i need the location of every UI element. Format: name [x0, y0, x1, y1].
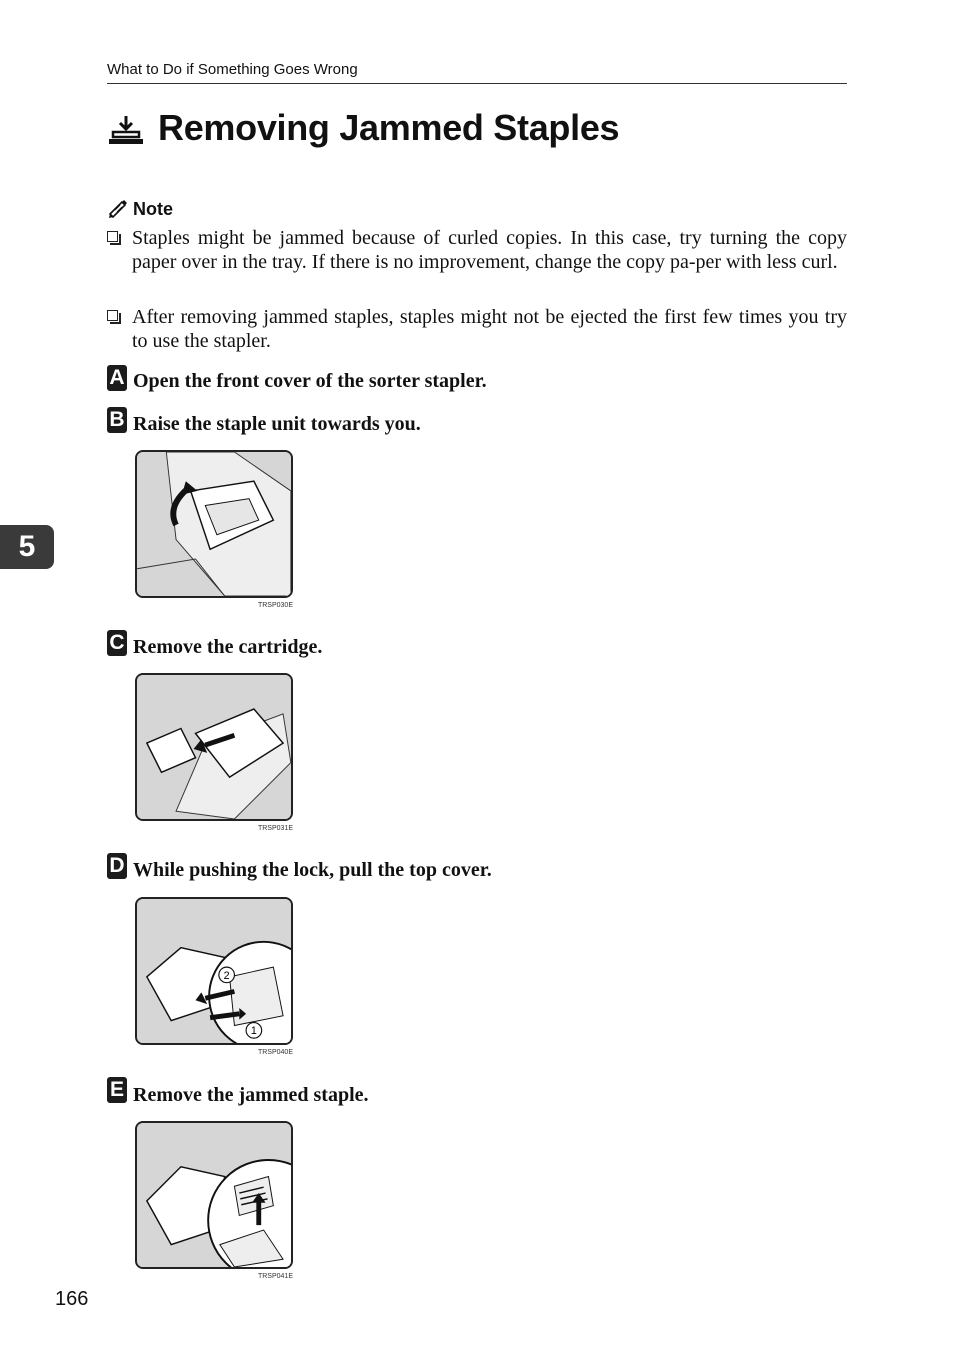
checkbox-bullet-icon: [107, 231, 118, 242]
figure-remove-cartridge: [135, 673, 293, 821]
figure-code: TRSP031E: [257, 825, 293, 832]
figure-code: TRSP041E: [257, 1273, 293, 1280]
figure-push-lock-pull-cover: [135, 897, 293, 1045]
step-number-3: C: [107, 630, 127, 656]
pencil-icon: [107, 197, 129, 219]
figure-code: TRSP040E: [257, 1049, 293, 1056]
step-3-text: Remove the cartridge.: [133, 636, 323, 658]
step-number-5: E: [107, 1077, 127, 1103]
note-item-text: After removing jammed staples, staples might not be ejected the first few times you try to use the stapler.: [132, 306, 847, 352]
step-5-text: Remove the jammed staple.: [133, 1084, 369, 1106]
step-1-text: Open the front cover of the sorter stapler.: [133, 370, 487, 392]
page-title: Removing Jammed Staples: [158, 107, 620, 148]
figure-raise-staple-unit: [135, 450, 293, 598]
step-number-1: A: [107, 365, 127, 391]
figure-remove-jammed-staple: [135, 1121, 293, 1269]
chapter-tab: 5: [0, 525, 54, 569]
running-head: What to Do if Something Goes Wrong: [107, 61, 358, 78]
checkbox-bullet-icon: [107, 310, 118, 321]
callout-1: 1: [250, 1025, 257, 1038]
step-4-text: While pushing the lock, pull the top cover.: [133, 859, 492, 881]
staple-icon: [108, 114, 144, 146]
step-2-text: Raise the staple unit towards you.: [133, 413, 421, 435]
figure-code: TRSP030E: [257, 602, 293, 609]
page-number: 166: [55, 1288, 89, 1310]
step-number-4: D: [107, 853, 127, 879]
note-label: Note: [133, 199, 173, 219]
header-rule: [107, 83, 847, 84]
step-number-2: B: [107, 407, 127, 433]
note-item: [107, 226, 847, 274]
callout-2: 2: [223, 969, 230, 982]
note-item: [107, 305, 847, 353]
note-item-text: Staples might be jammed because of curled copies. In this case, try turning the copy paper over in the tray. If there is no improvement, change the copy pa-per with less curl.: [132, 227, 847, 273]
